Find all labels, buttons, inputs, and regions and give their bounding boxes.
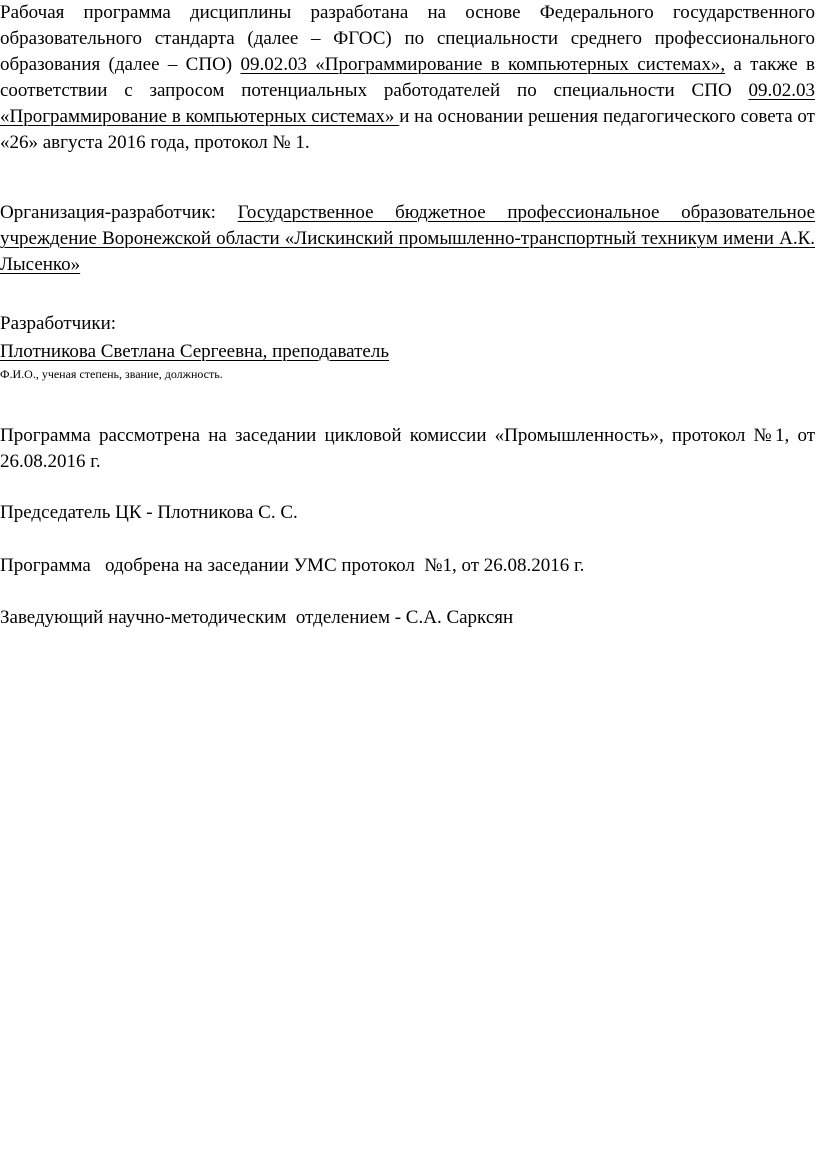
developers-label: Разработчики: bbox=[0, 313, 117, 334]
organization-name: Государственное бюджетное профессиональное образовательное учреждение Воронежской области «Лискинский промышленно-транспортный техникум имени А.К. Лысенко» bbox=[0, 202, 816, 275]
intro-text-1: Рабочая программа дисциплины разработана на основе Федерального государственного образовательного стандарта (далее – ФГОС) по специальности среднего профессионального образования (далее – СПО) bbox=[0, 2, 815, 75]
developer-name-line bbox=[0, 339, 815, 365]
intro-text-2: а также в соответствии с запросом потенциальных работодателей по специальности СПО bbox=[0, 54, 815, 101]
commission-paragraph: Программа рассмотрена на заседании цикловой комиссии «Промышленность», протокол №1, от 26.08.2016 г. bbox=[0, 425, 815, 472]
approval-line: Программа одобрена на заседании УМС протокол №1, от 26.08.2016 г. bbox=[0, 555, 585, 576]
intro-text-3: и на основании решения педагогического совета от «26» августа 2016 года, протокол № 1. bbox=[0, 106, 815, 153]
developer-name-note: Ф.И.О., ученая степень, звание, должность. bbox=[0, 367, 223, 381]
chairman-line: Председатель ЦК - Плотникова С. С. bbox=[0, 502, 298, 523]
specialty-reference-1: 09.02.03 «Программирование в компьютерных системах», bbox=[240, 54, 726, 75]
organization-paragraph bbox=[0, 200, 815, 278]
organization-label: Организация-разработчик: bbox=[0, 202, 238, 223]
intro-paragraph bbox=[0, 0, 815, 156]
head-of-department-line: Заведующий научно-методическим отделением - С.А. Сарксян bbox=[0, 607, 514, 628]
developer-name: Плотникова Светлана Сергеевна, преподаватель bbox=[0, 341, 390, 362]
specialty-reference-2: 09.02.03 «Программирование в компьютерных системах» bbox=[0, 80, 815, 127]
